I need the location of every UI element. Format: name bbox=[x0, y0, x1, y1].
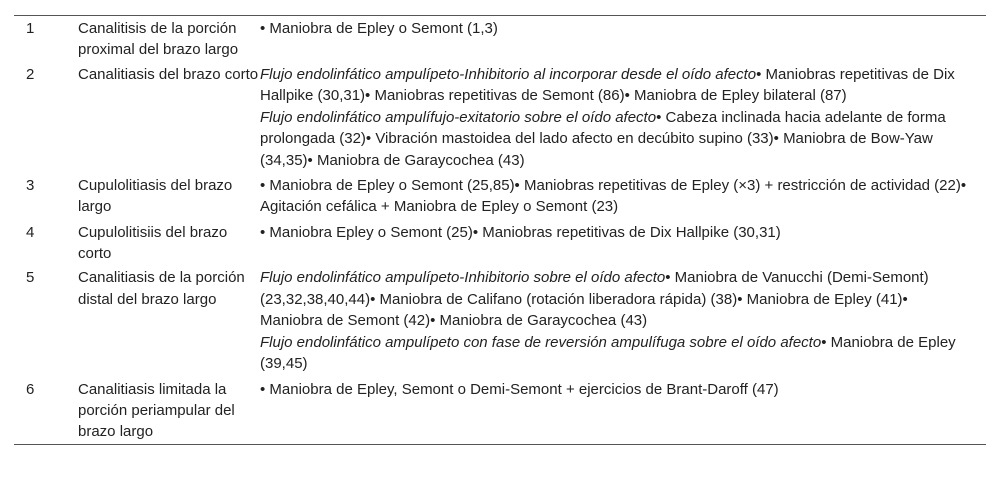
table-row bbox=[14, 220, 986, 266]
treatment-text: • Maniobra de Epley o Semont (25,85)• Maniobras repetitivas de Epley (×3) + restricción de actividad (22)• Agitación cefálica + Maniobra de Epley o Semont (23) bbox=[260, 177, 967, 216]
flow-description: Flujo endolinfático ampulífujo-exitatorio sobre el oído afecto bbox=[260, 109, 657, 127]
treatment-text: • Maniobra de Epley o Semont (1,3) bbox=[260, 20, 498, 37]
condition-cell: Cupulolitisiis del brazo corto bbox=[78, 223, 228, 262]
treatment-cell bbox=[260, 379, 970, 401]
flow-description: Flujo endolinfático ampulípeto-Inhibitorio sobre el oído afecto bbox=[260, 269, 666, 287]
treatment-paragraph bbox=[260, 18, 970, 39]
row-number: 4 bbox=[26, 223, 35, 241]
condition-cell: Canalitisis de la porción proximal del brazo largo bbox=[78, 20, 239, 59]
treatment-text: • Maniobras repetitivas de Dix Hallpike (30,31)• Maniobras repetitivas de Semont (86)• Maniobra de Epley bilateral (87) bbox=[260, 65, 955, 104]
table-row bbox=[14, 62, 986, 173]
treatment-table bbox=[14, 15, 986, 445]
treatment-paragraph bbox=[260, 379, 970, 400]
treatment-cell bbox=[260, 64, 970, 172]
condition-cell: Canalitiasis del brazo corto bbox=[78, 65, 259, 83]
flow-description: Flujo endolinfático ampulípeto-Inhibitorio al incorporar desde el oído afecto bbox=[260, 65, 757, 83]
row-number: 3 bbox=[26, 177, 35, 195]
row-number: 2 bbox=[26, 65, 35, 83]
row-number: 1 bbox=[26, 20, 35, 37]
treatment-cell bbox=[260, 175, 970, 219]
treatment-paragraph bbox=[260, 64, 970, 107]
table-row bbox=[14, 16, 986, 62]
table-row bbox=[14, 173, 986, 220]
treatment-paragraph bbox=[260, 332, 970, 375]
treatment-paragraph bbox=[260, 107, 970, 171]
condition-cell: Canalitiasis limitada la porción periampular del brazo largo bbox=[78, 380, 235, 441]
treatment-text: • Maniobra de Epley (39,45) bbox=[260, 334, 956, 373]
treatment-text: • Maniobra de Vanucchi (Demi-Semont) (23,32,38,40,44)• Maniobra de Califano (rotación liberadora rápida) (38)• Maniobra de Epley (41)• Maniobra de Semont (42)• Maniobra de Garaycochea (43) bbox=[260, 269, 929, 329]
treatment-text: • Maniobra Epley o Semont (25)• Maniobras repetitivas de Dix Hallpike (30,31) bbox=[260, 223, 781, 241]
row-number: 5 bbox=[26, 269, 35, 287]
condition-cell: Cupulolitiasis del brazo largo bbox=[78, 177, 233, 216]
flow-description: Flujo endolinfático ampulípeto con fase de reversión ampulífuga sobre el oído afecto bbox=[260, 334, 822, 352]
treatment-text: • Maniobra de Epley, Semont o Demi-Semont + ejercicios de Brant-Daroff (47) bbox=[260, 380, 779, 398]
treatment-paragraph bbox=[260, 267, 970, 331]
table-row bbox=[14, 265, 986, 376]
treatment-cell bbox=[260, 18, 970, 40]
table-row bbox=[14, 377, 986, 444]
treatment-paragraph bbox=[260, 222, 970, 243]
row-number: 6 bbox=[26, 380, 35, 398]
treatment-paragraph bbox=[260, 175, 970, 218]
treatment-cell bbox=[260, 267, 970, 375]
treatment-text: • Cabeza inclinada hacia adelante de forma prolongada (32)• Vibración mastoidea del lado afecto en decúbito supino (33)• Maniobra de Bow-Yaw (34,35)• Maniobra de Garaycochea (43) bbox=[260, 109, 946, 169]
condition-cell: Canalitiasis de la porción distal del brazo largo bbox=[78, 269, 245, 308]
treatment-cell bbox=[260, 222, 970, 244]
